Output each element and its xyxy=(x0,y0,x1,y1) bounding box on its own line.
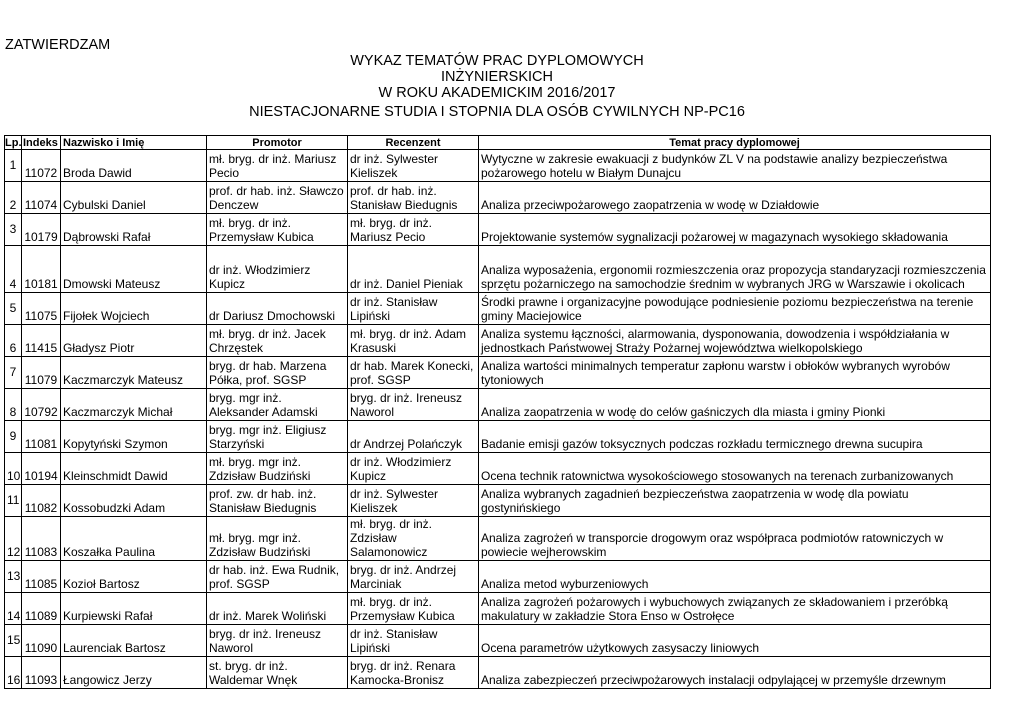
table-row xyxy=(5,453,991,485)
cell-promotor: dr inż. Włodzimierz Kupicz xyxy=(207,246,348,293)
cell-promotor: mł. bryg. mgr inż. Zdzisław Budziński xyxy=(207,453,348,485)
cell-temat: Środki prawne i organizacyjne powodujące podniesienie poziomu bezpieczeństwa na terenie gminy Maciejowice xyxy=(479,293,991,325)
cell-indeks: 10792 xyxy=(22,389,61,421)
cell-recenzent: mł. bryg. dr inż. Przemysław Kubica xyxy=(348,593,479,625)
cell-indeks: 10181 xyxy=(22,246,61,293)
table-row xyxy=(5,625,991,657)
cell-temat: Analiza systemu łączności, alarmowania, dysponowania, dowodzenia i współdziałania w jednostkach Państwowej Straży Pożarnej województwa wielkopolskiego xyxy=(479,325,991,357)
cell-promotor: prof. dr hab. inż. Sławczo Denczew xyxy=(207,182,348,214)
cell-temat: Analiza zabezpieczeń przeciwpożarowych instalacji odpylającej w przemyśle drzewnym xyxy=(479,657,991,689)
cell-promotor: bryg. dr hab. Marzena Półka, prof. SGSP xyxy=(207,357,348,389)
cell-nazwisko: Dmowski Mateusz xyxy=(61,246,207,293)
cell-indeks: 10179 xyxy=(22,214,61,246)
cell-temat: Ocena parametrów użytkowych zasysaczy liniowych xyxy=(479,625,991,657)
cell-nazwisko: Kozioł Bartosz xyxy=(61,561,207,593)
column-header-promotor: Promotor xyxy=(207,136,348,150)
table-row xyxy=(5,657,991,689)
document-title xyxy=(4,53,990,120)
topics-table xyxy=(4,135,991,689)
table-row xyxy=(5,357,991,389)
cell-lp: 16 xyxy=(5,657,22,689)
cell-temat: Analiza wybranych zagadnień bezpieczeństwa zaopatrzenia w wodę dla powiatu gostynińskiego xyxy=(479,485,991,517)
column-header-recenzent: Recenzent xyxy=(348,136,479,150)
cell-lp: 8 xyxy=(5,389,22,421)
table-row xyxy=(5,214,991,246)
cell-promotor: dr Dariusz Dmochowski xyxy=(207,293,348,325)
cell-nazwisko: Laurenciak Bartosz xyxy=(61,625,207,657)
cell-promotor: dr hab. inż. Ewa Rudnik, prof. SGSP xyxy=(207,561,348,593)
cell-indeks: 11081 xyxy=(22,421,61,453)
title-line: NIESTACJONARNE STUDIA I STOPNIA DLA OSÓB CYWILNYCH NP-PC16 xyxy=(249,104,745,120)
cell-lp: 13 xyxy=(5,561,22,593)
cell-lp: 14 xyxy=(5,593,22,625)
cell-lp: 11 xyxy=(5,485,22,517)
cell-promotor: mł. bryg. mgr inż. Zdzisław Budziński xyxy=(207,517,348,561)
cell-nazwisko: Kurpiewski Rafał xyxy=(61,593,207,625)
table-row xyxy=(5,421,991,453)
cell-recenzent: dr hab. Marek Konecki, prof. SGSP xyxy=(348,357,479,389)
table-row xyxy=(5,150,991,182)
table-row xyxy=(5,293,991,325)
table-row xyxy=(5,561,991,593)
cell-recenzent: mł. bryg. dr inż. Adam Krasuski xyxy=(348,325,479,357)
title-line: W ROKU AKADEMICKIM 2016/2017 xyxy=(378,85,616,101)
cell-promotor: dr inż. Marek Woliński xyxy=(207,593,348,625)
table-row xyxy=(5,485,991,517)
cell-indeks: 11090 xyxy=(22,625,61,657)
cell-lp: 3 xyxy=(5,214,22,246)
cell-temat: Badanie emisji gazów toksycznych podczas rozkładu termicznego drewna sucupira xyxy=(479,421,991,453)
cell-nazwisko: Kopytyński Szymon xyxy=(61,421,207,453)
cell-promotor: mł. bryg. dr inż. Przemysław Kubica xyxy=(207,214,348,246)
cell-recenzent: bryg. dr inż. Renara Kamocka-Bronisz xyxy=(348,657,479,689)
cell-indeks: 11083 xyxy=(22,517,61,561)
cell-lp: 9 xyxy=(5,421,22,453)
cell-nazwisko: Gładysz Piotr xyxy=(61,325,207,357)
cell-recenzent: dr inż. Sylwester Kieliszek xyxy=(348,485,479,517)
cell-indeks: 11079 xyxy=(22,357,61,389)
cell-indeks: 10194 xyxy=(22,453,61,485)
cell-temat: Wytyczne w zakresie ewakuacji z budynków ZL V na podstawie analizy bezpieczeństwa pożarowego hotelu w Białym Dunajcu xyxy=(479,150,991,182)
cell-lp: 1 xyxy=(5,150,22,182)
cell-temat: Projektowanie systemów sygnalizacji pożarowej w magazynach wysokiego składowania xyxy=(479,214,991,246)
cell-lp: 5 xyxy=(5,293,22,325)
cell-lp: 10 xyxy=(5,453,22,485)
table-row xyxy=(5,246,991,293)
cell-temat: Analiza metod wyburzeniowych xyxy=(479,561,991,593)
column-header-lp: Lp. xyxy=(5,136,22,149)
table-body xyxy=(5,150,991,689)
cell-nazwisko: Fijołek Wojciech xyxy=(61,293,207,325)
cell-lp: 6 xyxy=(5,325,22,357)
cell-indeks: 11093 xyxy=(22,657,61,689)
title-line: WYKAZ TEMATÓW PRAC DYPLOMOWYCH xyxy=(350,53,644,69)
cell-lp: 2 xyxy=(5,182,22,214)
cell-indeks: 11089 xyxy=(22,593,61,625)
cell-nazwisko: Cybulski Daniel xyxy=(61,182,207,214)
cell-recenzent: dr inż. Włodzimierz Kupicz xyxy=(348,453,479,485)
cell-indeks: 11072 xyxy=(22,150,61,182)
table-row xyxy=(5,325,991,357)
column-header-nazwisko: Nazwisko i Imię xyxy=(61,136,207,150)
cell-promotor: bryg. mgr inż. Eligiusz Starzyński xyxy=(207,421,348,453)
cell-recenzent: bryg. dr inż. Ireneusz Naworol xyxy=(348,389,479,421)
cell-promotor: bryg. mgr inż. Aleksander Adamski xyxy=(207,389,348,421)
title-line: INŻYNIERSKICH xyxy=(441,69,553,85)
cell-nazwisko: Kaczmarczyk Mateusz xyxy=(61,357,207,389)
cell-indeks: 11075 xyxy=(22,293,61,325)
cell-recenzent: prof. dr hab. inż. Stanisław Biedugnis xyxy=(348,182,479,214)
cell-lp: 4 xyxy=(5,246,22,293)
cell-indeks: 11085 xyxy=(22,561,61,593)
cell-nazwisko: Kossobudzki Adam xyxy=(61,485,207,517)
cell-nazwisko: Koszałka Paulina xyxy=(61,517,207,561)
cell-lp: 7 xyxy=(5,357,22,389)
table-row xyxy=(5,517,991,561)
cell-recenzent: bryg. dr inż. Andrzej Marciniak xyxy=(348,561,479,593)
cell-nazwisko: Łangowicz Jerzy xyxy=(61,657,207,689)
cell-nazwisko: Broda Dawid xyxy=(61,150,207,182)
cell-promotor: st. bryg. dr inż. Waldemar Wnęk xyxy=(207,657,348,689)
cell-recenzent: dr inż. Stanisław Lipiński xyxy=(348,293,479,325)
cell-lp: 12 xyxy=(5,517,22,561)
cell-indeks: 11415 xyxy=(22,325,61,357)
table-row xyxy=(5,593,991,625)
cell-promotor: bryg. dr inż. Ireneusz Naworol xyxy=(207,625,348,657)
cell-recenzent: dr Andrzej Polańczyk xyxy=(348,421,479,453)
cell-indeks: 11082 xyxy=(22,485,61,517)
cell-recenzent: mł. bryg. dr inż. Zdzisław Salamonowicz xyxy=(348,517,479,561)
cell-nazwisko: Kleinschmidt Dawid xyxy=(61,453,207,485)
cell-promotor: mł. bryg. dr inż. Jacek Chrzęstek xyxy=(207,325,348,357)
table-header-row xyxy=(5,136,991,150)
column-header-indeks: Indeks xyxy=(22,136,61,150)
cell-nazwisko: Dąbrowski Rafał xyxy=(61,214,207,246)
cell-temat: Analiza zagrożeń w transporcie drogowym oraz współpraca podmiotów ratowniczych w powiecie wejherowskim xyxy=(479,517,991,561)
cell-nazwisko: Kaczmarczyk Michał xyxy=(61,389,207,421)
cell-recenzent: dr inż. Daniel Pieniak xyxy=(348,246,479,293)
cell-temat: Analiza zaopatrzenia w wodę do celów gaśniczych dla miasta i gminy Pionki xyxy=(479,389,991,421)
cell-temat: Ocena technik ratownictwa wysokościowego stosowanych na terenach zurbanizowanych xyxy=(479,453,991,485)
table-row xyxy=(5,389,991,421)
cell-temat: Analiza przeciwpożarowego zaopatrzenia w wodę w Działdowie xyxy=(479,182,991,214)
cell-promotor: prof. zw. dr hab. inż. Stanisław Biedugnis xyxy=(207,485,348,517)
cell-temat: Analiza zagrożeń pożarowych i wybuchowych związanych ze składowaniem i przeróbką makulatury w zakładzie Stora Enso w Ostrołęce xyxy=(479,593,991,625)
table-row xyxy=(5,182,991,214)
cell-recenzent: dr inż. Sylwester Kieliszek xyxy=(348,150,479,182)
cell-temat: Analiza wartości minimalnych temperatur zapłonu warstw i obłoków wybranych wyrobów tytoniowych xyxy=(479,357,991,389)
approval-label: ZATWIERDZAM xyxy=(5,37,111,53)
cell-promotor: mł. bryg. dr inż. Mariusz Pecio xyxy=(207,150,348,182)
column-header-temat: Temat pracy dyplomowej xyxy=(479,136,991,150)
cell-temat: Analiza wyposażenia, ergonomii rozmieszczenia oraz propozycja standaryzacji rozmieszczenia sprzętu pożarniczego na samochodzie średnim w wybranych JRG w Warszawie i okolicach xyxy=(479,246,991,293)
cell-recenzent: mł. bryg. dr inż. Mariusz Pecio xyxy=(348,214,479,246)
cell-recenzent: dr inż. Stanisław Lipiński xyxy=(348,625,479,657)
cell-lp: 15 xyxy=(5,625,22,657)
cell-indeks: 11074 xyxy=(22,182,61,214)
